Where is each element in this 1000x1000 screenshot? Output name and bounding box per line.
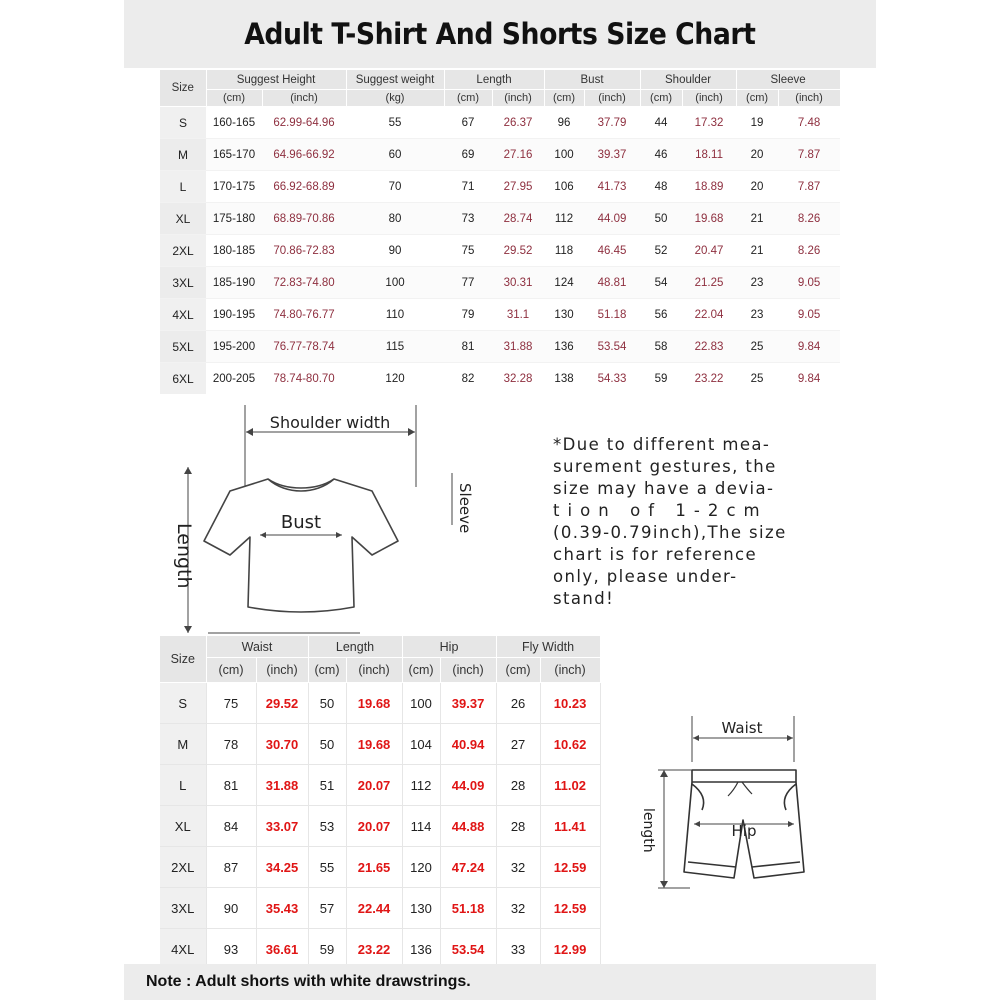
table-cell: 81 [444,331,492,363]
table-cell: 175-180 [206,203,262,235]
table-cell: 18.89 [682,171,736,203]
table-cell: 195-200 [206,331,262,363]
table-cell: 96 [544,107,584,139]
table-cell: 21.65 [346,847,402,888]
table-cell: 9.84 [778,331,840,363]
table-cell: 39.37 [440,683,496,724]
table-row [160,139,840,171]
table-cell: 64.96-66.92 [262,139,346,171]
unit-kg: (kg) [346,90,444,107]
table-cell: 7.48 [778,107,840,139]
size-cell: M [160,724,206,765]
header-waist: Waist [206,636,308,658]
table-cell: 120 [402,847,440,888]
tshirt-diagram [160,395,500,640]
table-cell: 44.09 [440,765,496,806]
table-cell: 54.33 [584,363,640,395]
table-cell: 22.04 [682,299,736,331]
table-row [160,203,840,235]
unit-inch: (inch) [346,658,402,683]
unit-cm: (cm) [206,658,256,683]
table-cell: 33.07 [256,806,308,847]
table-cell: 21 [736,235,778,267]
unit-inch: (inch) [682,90,736,107]
table-cell: 112 [402,765,440,806]
table-cell: 74.80-76.77 [262,299,346,331]
unit-cm: (cm) [736,90,778,107]
table-cell: 28 [496,806,540,847]
table-cell: 70.86-72.83 [262,235,346,267]
table-cell: 76.77-78.74 [262,331,346,363]
waist-label: Waist [721,719,763,737]
note-line: stand! [553,589,615,608]
table-cell: 28 [496,765,540,806]
table-cell: 160-165 [206,107,262,139]
size-cell: 4XL [160,929,206,970]
unit-cm: (cm) [640,90,682,107]
size-cell: 3XL [160,888,206,929]
page-title: Adult T-Shirt And Shorts Size Chart [244,17,756,51]
table-cell: 55 [308,847,346,888]
table-row [160,765,600,806]
table-cell: 10.23 [540,683,600,724]
table-cell: 20 [736,171,778,203]
table-row [160,724,600,765]
size-cell: M [160,139,206,171]
size-cell: 5XL [160,331,206,363]
size-cell: 2XL [160,235,206,267]
tshirt-outline [204,479,398,612]
table-row [160,888,600,929]
table-cell: 22.83 [682,331,736,363]
unit-inch: (inch) [492,90,544,107]
table-cell: 44.88 [440,806,496,847]
size-cell: XL [160,806,206,847]
table-cell: 20.07 [346,806,402,847]
table-cell: 82 [444,363,492,395]
table-cell: 27.95 [492,171,544,203]
hip-label: Hip [731,822,757,840]
table-cell: 80 [346,203,444,235]
table-cell: 75 [206,683,256,724]
table-cell: 17.32 [682,107,736,139]
unit-inch: (inch) [540,658,600,683]
table-cell: 7.87 [778,171,840,203]
table-cell: 200-205 [206,363,262,395]
table-cell: 53.54 [584,331,640,363]
table-cell: 23 [736,299,778,331]
table-cell: 31.1 [492,299,544,331]
table-cell: 9.05 [778,267,840,299]
table-cell: 33 [496,929,540,970]
table-cell: 130 [402,888,440,929]
note-line: size may have a devia- [553,479,775,498]
size-cell: S [160,107,206,139]
table-cell: 32 [496,888,540,929]
table-cell: 59 [308,929,346,970]
header-length: Length [308,636,402,658]
table-cell: 11.41 [540,806,600,847]
table-cell: 51 [308,765,346,806]
table-cell: 29.52 [492,235,544,267]
table-cell: 75 [444,235,492,267]
table-cell: 81 [206,765,256,806]
table-cell: 73 [444,203,492,235]
unit-inch: (inch) [584,90,640,107]
table-row [160,806,600,847]
table-cell: 48 [640,171,682,203]
table-cell: 9.05 [778,299,840,331]
table-cell: 27 [496,724,540,765]
table-cell: 60 [346,139,444,171]
table-cell: 138 [544,363,584,395]
table-cell: 44 [640,107,682,139]
table-cell: 78.74-80.70 [262,363,346,395]
tshirt-units-row [160,90,840,107]
table-cell: 26.37 [492,107,544,139]
table-cell: 100 [402,683,440,724]
table-cell: 34.25 [256,847,308,888]
unit-cm: (cm) [544,90,584,107]
table-cell: 48.81 [584,267,640,299]
table-cell: 20.47 [682,235,736,267]
table-cell: 54 [640,267,682,299]
table-cell: 106 [544,171,584,203]
tshirt-header-row [160,70,840,90]
table-cell: 185-190 [206,267,262,299]
table-cell: 18.11 [682,139,736,171]
note-line: only, please under- [553,567,738,586]
table-row [160,107,840,139]
table-cell: 46.45 [584,235,640,267]
table-cell: 71 [444,171,492,203]
size-cell: 6XL [160,363,206,395]
table-cell: 46 [640,139,682,171]
table-cell: 114 [402,806,440,847]
table-cell: 180-185 [206,235,262,267]
size-cell: S [160,683,206,724]
table-row [160,331,840,363]
table-cell: 27.16 [492,139,544,171]
table-cell: 50 [640,203,682,235]
unit-inch: (inch) [256,658,308,683]
table-cell: 30.70 [256,724,308,765]
table-cell: 10.62 [540,724,600,765]
table-cell: 66.92-68.89 [262,171,346,203]
table-cell: 136 [402,929,440,970]
table-cell: 19.68 [682,203,736,235]
table-cell: 26 [496,683,540,724]
sleeve-label: Sleeve [456,483,474,534]
note-line: t i o n o f 1 - 2 c m [553,501,762,520]
header-sleeve: Sleeve [736,70,840,90]
table-cell: 20.07 [346,765,402,806]
table-cell: 35.43 [256,888,308,929]
table-cell: 29.52 [256,683,308,724]
table-cell: 37.79 [584,107,640,139]
table-cell: 36.61 [256,929,308,970]
note-line: surement gestures, the [553,457,777,476]
unit-cm: (cm) [496,658,540,683]
size-cell: 3XL [160,267,206,299]
table-cell: 124 [544,267,584,299]
unit-inch: (inch) [262,90,346,107]
table-cell: 78 [206,724,256,765]
unit-cm: (cm) [206,90,262,107]
tshirt-size-table [160,70,841,394]
table-cell: 53.54 [440,929,496,970]
table-cell: 21.25 [682,267,736,299]
table-cell: 93 [206,929,256,970]
table-cell: 25 [736,363,778,395]
table-cell: 50 [308,724,346,765]
table-cell: 190-195 [206,299,262,331]
table-cell: 47.24 [440,847,496,888]
table-row [160,171,840,203]
size-cell: L [160,171,206,203]
table-cell: 62.99-64.96 [262,107,346,139]
table-cell: 77 [444,267,492,299]
table-cell: 40.94 [440,724,496,765]
table-cell: 32.28 [492,363,544,395]
size-cell: 4XL [160,299,206,331]
table-cell: 50 [308,683,346,724]
table-cell: 115 [346,331,444,363]
bottom-note: Note : Adult shorts with white drawstrings. [146,973,471,990]
table-row [160,683,600,724]
table-cell: 57 [308,888,346,929]
bust-label: Bust [280,512,322,533]
length-label: Length [173,523,195,589]
title-bar [124,0,876,68]
table-cell: 87 [206,847,256,888]
disclaimer-note [553,434,818,610]
table-cell: 112 [544,203,584,235]
shoulder-width-label: Shoulder width [269,413,391,432]
table-cell: 23.22 [682,363,736,395]
table-cell: 41.73 [584,171,640,203]
table-cell: 100 [544,139,584,171]
header-length: Length [444,70,544,90]
table-cell: 8.26 [778,235,840,267]
table-cell: 25 [736,331,778,363]
shorts-units-row [160,658,600,683]
shorts-size-table [160,636,601,970]
note-line: *Due to different mea- [553,435,771,454]
unit-cm: (cm) [402,658,440,683]
table-row [160,299,840,331]
table-cell: 39.37 [584,139,640,171]
size-cell: XL [160,203,206,235]
table-cell: 12.59 [540,888,600,929]
table-cell: 19.68 [346,683,402,724]
table-cell: 30.31 [492,267,544,299]
table-cell: 32 [496,847,540,888]
table-cell: 68.89-70.86 [262,203,346,235]
unit-cm: (cm) [308,658,346,683]
unit-inch: (inch) [778,90,840,107]
table-cell: 69 [444,139,492,171]
table-cell: 12.59 [540,847,600,888]
table-cell: 55 [346,107,444,139]
table-cell: 130 [544,299,584,331]
note-line: (0.39-0.79inch),The size [553,523,787,542]
table-cell: 23 [736,267,778,299]
table-row [160,235,840,267]
table-row [160,847,600,888]
table-cell: 52 [640,235,682,267]
table-cell: 70 [346,171,444,203]
table-cell: 67 [444,107,492,139]
size-header: Size [160,70,206,107]
table-cell: 19.68 [346,724,402,765]
table-cell: 58 [640,331,682,363]
table-cell: 11.02 [540,765,600,806]
unit-cm: (cm) [444,90,492,107]
unit-inch: (inch) [440,658,496,683]
table-cell: 100 [346,267,444,299]
table-cell: 56 [640,299,682,331]
header-hip: Hip [402,636,496,658]
table-cell: 51.18 [584,299,640,331]
shorts-header-row [160,636,600,658]
table-cell: 165-170 [206,139,262,171]
table-cell: 51.18 [440,888,496,929]
table-cell: 53 [308,806,346,847]
table-cell: 21 [736,203,778,235]
table-cell: 84 [206,806,256,847]
header-fly-width: Fly Width [496,636,600,658]
table-cell: 118 [544,235,584,267]
table-row [160,363,840,395]
table-cell: 79 [444,299,492,331]
length-label: length [640,808,656,853]
header-weight: Suggest weight [346,70,444,90]
size-cell: 2XL [160,847,206,888]
size-header: Size [160,636,206,683]
table-cell: 110 [346,299,444,331]
table-cell: 44.09 [584,203,640,235]
table-cell: 28.74 [492,203,544,235]
table-cell: 136 [544,331,584,363]
table-cell: 9.84 [778,363,840,395]
header-shoulder: Shoulder [640,70,736,90]
table-cell: 90 [206,888,256,929]
table-cell: 19 [736,107,778,139]
table-cell: 22.44 [346,888,402,929]
table-cell: 170-175 [206,171,262,203]
table-cell: 23.22 [346,929,402,970]
note-line: chart is for reference [553,545,758,564]
table-cell: 104 [402,724,440,765]
table-cell: 12.99 [540,929,600,970]
table-cell: 8.26 [778,203,840,235]
table-cell: 20 [736,139,778,171]
header-bust: Bust [544,70,640,90]
shorts-diagram [630,712,830,892]
bottom-note-bar [124,964,876,1000]
table-cell: 72.83-74.80 [262,267,346,299]
table-cell: 90 [346,235,444,267]
size-cell: L [160,765,206,806]
table-cell: 120 [346,363,444,395]
table-cell: 7.87 [778,139,840,171]
table-cell: 59 [640,363,682,395]
table-cell: 31.88 [256,765,308,806]
header-height: Suggest Height [206,70,346,90]
table-cell: 31.88 [492,331,544,363]
table-row [160,267,840,299]
